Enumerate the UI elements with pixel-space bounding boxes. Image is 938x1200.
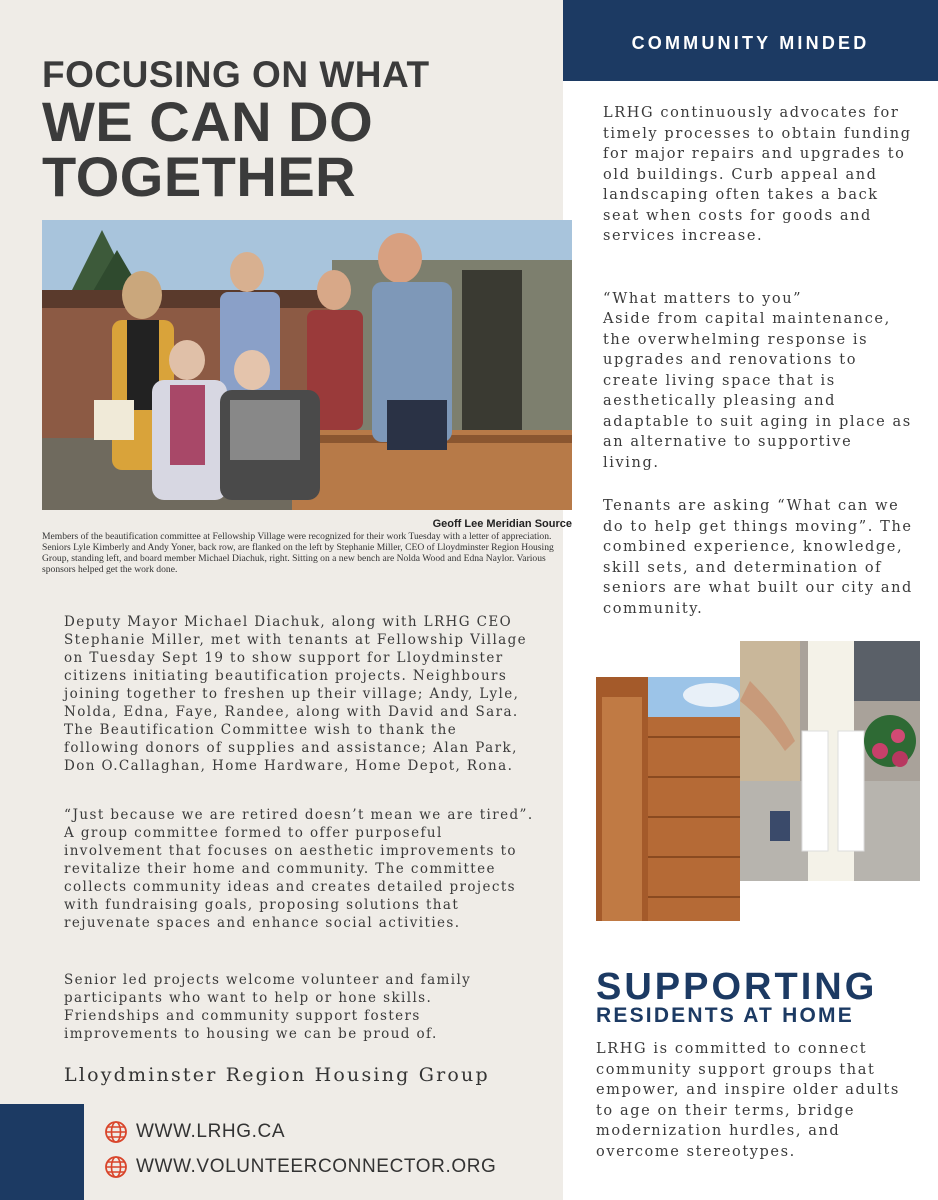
right-paragraph-3: Tenants are asking “What can we do to help get things moving”. The combined experience, knowledge, skill sets, and determination of seniors are what built our city and community. [603,498,913,617]
photo-caption: Members of the beautification committee at Fellowship Village were recognized for their work Tuesday with a letter of appreciation. Seniors Lyle Kimberly and Andy Yoner, back row, are flanked on the left by Stephanie Miller, CEO of Lloydminster Region Housing Group, standing left, and board member Michael Diachuk, right. Sitting on a new bench are Nolda Wood and Edna Naylor. Various sponsors helped get the work done. [42,531,554,575]
headline [42,54,542,209]
website-link-volunteer[interactable] [104,1155,496,1179]
globe-icon [104,1120,128,1144]
footer-accent-block [0,1104,84,1200]
quote-heading: “What matters to you” [603,291,803,307]
body-paragraph-1: Deputy Mayor Michael Diachuk, along with LRHG CEO Stephanie Miller, met with tenants at Fellowship Village on Tuesday Sept 19 to show support for Lloydminster citizens initiating beautification projects. Neighbours joining together to freshen up their village; Andy, Lyle, Nolda, Edna, Faye, Randee, along with David and Sara. The Beautification Committee wish to thank the following donors of supplies and assistance; Alan Park, Don O.Callaghan, Home Hardware, Home Depot, Rona. [64,614,528,774]
section-title-line-2: RESIDENTS AT HOME [596,1004,854,1027]
website-link-lrhg[interactable] [104,1120,285,1144]
website-link-text: WWW.LRHG.CA [136,1121,286,1142]
globe-icon [104,1155,128,1179]
right-paragraph-4: LRHG is committed to connect community support groups that empower, and inspire older adults to age on their terms, bridge modernization hurdles, and overcome stereotypes. [596,1041,900,1160]
wood-fence-photo [596,677,740,921]
white-post-photo [740,641,920,881]
body-paragraph-3: Senior led projects welcome volunteer and family participants who want to help or hone skills. Friendships and community support fosters improvements to housing we can be proud of. [64,972,472,1042]
headline-line-1: FOCUSING ON WHAT [42,54,430,95]
group-photo [42,220,572,510]
section-title-line-1: SUPPORTING [596,966,878,1008]
website-link-text: WWW.VOLUNTEERCONNECTOR.ORG [136,1156,497,1177]
right-paragraph-1: LRHG continuously advocates for timely processes to obtain funding for major repairs and upgrades to old buildings. Curb appeal and landscaping often takes a back seat when costs for goods and services increase. [603,105,912,244]
headline-line-2: WE CAN DO [42,90,374,153]
right-paragraph-2: Aside from capital maintenance, the overwhelming response is upgrades and renovations to create living space that is aesthetically pleasing and adaptable to suit aging in place as an alternative to supportive living. [603,311,912,471]
body-paragraph-2: “Just because we are retired doesn’t mean we are tired”. A group committee formed to offer purposeful involvement that focuses on aesthetic improvements to revitalize their home and community. The committee collects community ideas and creates detailed projects with fundraising goals, proposing solutions that rejuvenate spaces and enhance social activities. [64,807,534,931]
section-banner: COMMUNITY MINDED [563,0,938,81]
organization-signature: Lloydminster Region Housing Group [64,1064,490,1086]
supporting-residents-title [596,968,877,1026]
headline-line-3: TOGETHER [42,145,357,209]
photo-credit: Geoff Lee Meridian Source [432,518,572,530]
